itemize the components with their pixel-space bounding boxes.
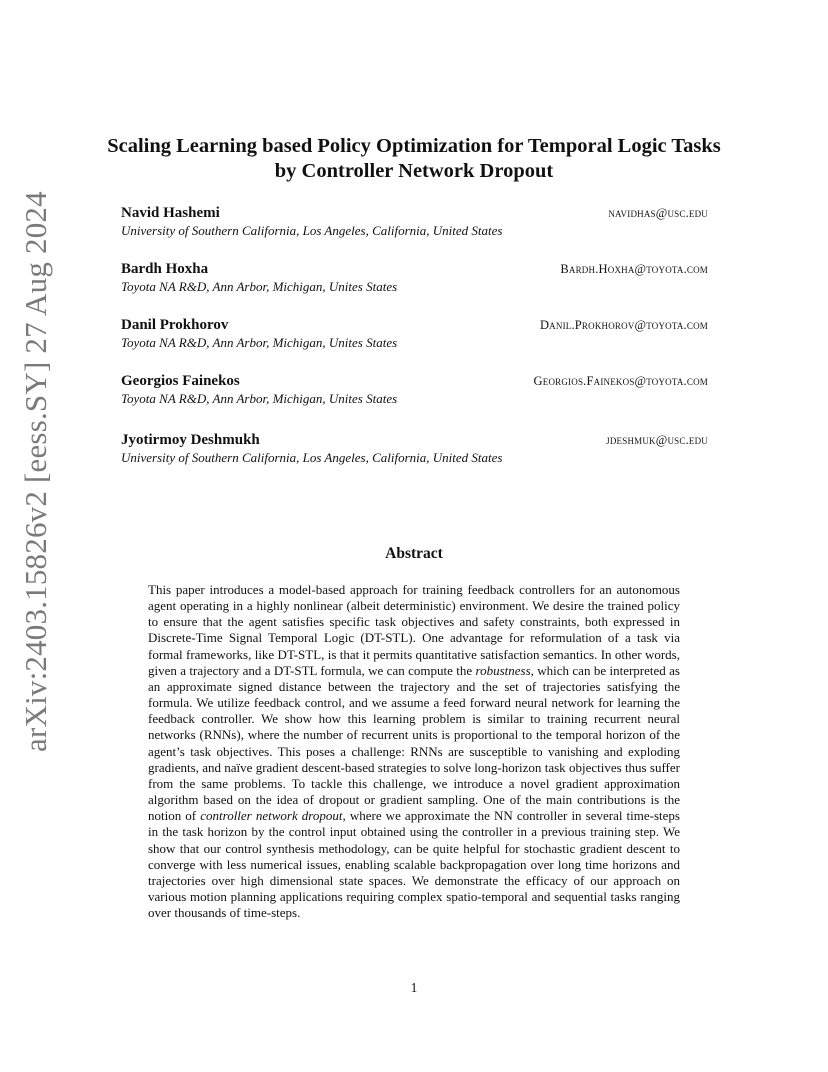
author-email: navidhas@usc.edu <box>608 206 708 220</box>
author-name: Bardh Hoxha <box>121 261 209 277</box>
author-block <box>121 373 708 407</box>
author-block <box>121 205 708 239</box>
abstract-emphasis: robustness <box>475 662 531 678</box>
author-email: Georgios.Fainekos@toyota.com <box>533 374 708 388</box>
abstract-text: , which can be interpreted as an approximate signed distance between the trajectory and the set of trajectories satisfying the formula. We utilize feedback control, and we assume a feed forward neural network for learning the feedback controller. We show how this learning problem is similar to training recurrent neural networks (RNNs), where the number of recurrent units is proportional to the temporal horizon of the agent’s task objectives. This poses a challenge: RNNs are susceptible to vanishing and exploding gradients, and naïve gradient descent-based strategies to solve long-horizon task objectives thus suffer from the same problems. To tackle this challenge, we introduce a novel gradient approximation algorithm based on the idea of dropout or gradient sampling. One of the main contributions is the notion of <box>148 662 680 824</box>
author-affiliation: Toyota NA R&D, Ann Arbor, Michigan, Unites States <box>121 391 398 406</box>
author-block <box>121 261 708 295</box>
abstract-text: This paper introduces a model-based approach for training feedback controllers for an autonomous agent operating in a highly nonlinear (albeit deterministic) environment. We desire the trained policy to ensure that the agent satisfies specific task objectives and safety constraints, both expressed in Discrete-Time Signal Temporal Logic (DT-STL). One advantage for reformulation of a task via formal frameworks, like DT-STL, is that it permits quantitative satisfaction semantics. In other words, given a trajectory and a DT-STL formula, we can compute the <box>148 582 680 678</box>
author-affiliation: Toyota NA R&D, Ann Arbor, Michigan, Unites States <box>121 335 398 350</box>
author-affiliation: University of Southern California, Los Angeles, California, United States <box>121 450 503 465</box>
author-affiliation: University of Southern California, Los Angeles, California, United States <box>121 223 503 238</box>
author-affiliation: Toyota NA R&D, Ann Arbor, Michigan, Unites States <box>121 279 398 294</box>
abstract-heading: Abstract <box>385 545 443 562</box>
author-name: Danil Prokhorov <box>121 317 229 333</box>
author-block <box>121 432 708 466</box>
page-number: 1 <box>410 980 418 995</box>
author-email: Danil.Prokhorov@toyota.com <box>539 318 708 332</box>
arxiv-identifier-stamp: arXiv:2403.15826v2 [eess.SY] 27 Aug 2024 <box>18 191 53 752</box>
abstract-text: , where we approximate the NN controller in several time-steps in the task horizon by the control input obtained using the controller in a previous training step. We show that our control synthesis methodology, can be quite helpful for stochastic gradient descent to converge with less numerical issues, enabling scalable backpropagation over long time horizons and trajectories over high dimensional state spaces. We demonstrate the efficacy of our approach on various motion planning applications requiring complex spatio-temporal and sequential tasks ranging over thousands of time-steps. <box>148 808 680 921</box>
author-block <box>121 317 708 351</box>
abstract-emphasis: controller network dropout <box>200 808 343 824</box>
paper-title: Scaling Learning based Policy Optimization for Temporal Logic Tasks by Controller Network Dropout <box>107 135 721 182</box>
author-email: jdeshmuk@usc.edu <box>606 433 708 447</box>
author-email: Bardh.Hoxha@toyota.com <box>560 262 708 276</box>
author-name: Georgios Fainekos <box>121 373 240 389</box>
abstract-body <box>148 582 680 921</box>
author-name: Jyotirmoy Deshmukh <box>121 432 260 448</box>
author-name: Navid Hashemi <box>121 205 220 221</box>
